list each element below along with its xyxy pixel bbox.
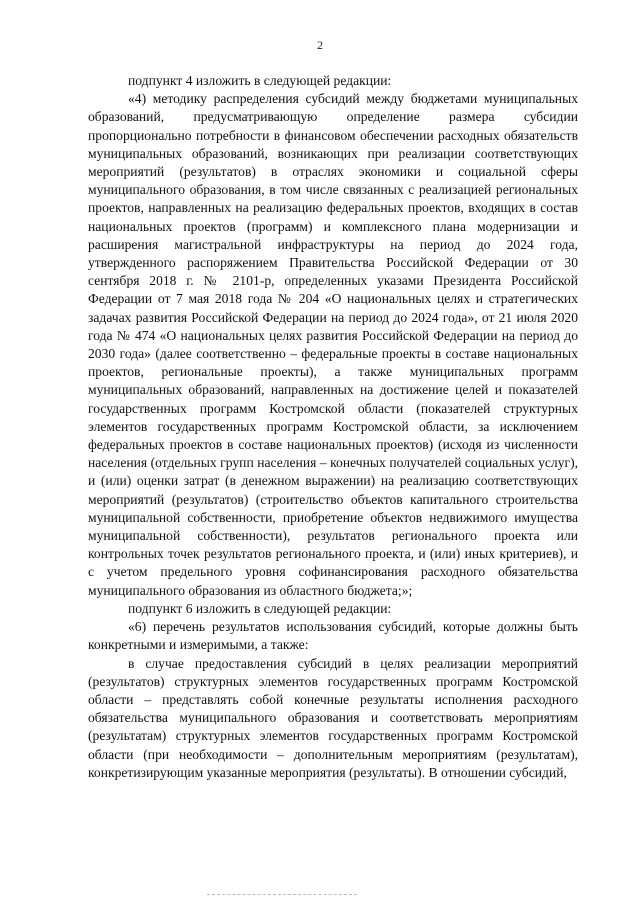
paragraph-subpoint-6-intro: подпункт 6 изложить в следующей редакции: bbox=[128, 600, 392, 616]
page-number: 2 bbox=[317, 38, 323, 52]
paragraph-subsidy-results: в случае предоставления субсидий в целях реализации мероприятий (результатов) структурных элементов государственных программ Костромской области – представлять собой конечные результаты исполнения расходного обязательства муниципального образования и соответствовать мероприятиям (результатам) структурных элементов государственных программ Костромской области (при необходимости – дополнительным мероприятиям (результатам), конкретизирующим указанные мероприятия (результаты). В отношении субсидий, bbox=[88, 655, 578, 780]
footer-scan-mark bbox=[207, 894, 357, 899]
document-body bbox=[88, 72, 578, 782]
paragraph-subpoint-4-intro: подпункт 4 изложить в следующей редакции: bbox=[128, 73, 392, 88]
paragraph-subpoint-4-text: «4) методику распределения субсидий между бюджетами муниципальных образований, предусматривающую определение размера субсидии пропорционально потребности в финансовом обеспечении расходных обязательств муниципальных образований, возникающих при реализации соответствующих мероприятий (результатов) в отраслях экономики и социальной сферы муниципального образования, в том числе связанных с реализацией региональных проектов, направленных на реализацию федеральных проектов, входящих в состав национальных проектов (программ) и комплексного плана модернизации и расширения магистральной инфраструктуры на период до 2024 года, утвержденного распоряжением Правительства Российской Федерации от 30 сентября 2018 г. № 2101-р, определенных указами Президента Российской Федерации от 7 мая 2018 года № 204 «О национальных целях и стратегических задачах развития Российской Федерации на период до 2024 года», от 21 июля 2020 года № 474 «О национальных целях развития Российской Федерации на период до 2030 года» (далее соответственно – федеральные проекты в составе национальных проектов, региональные проекты), а также муниципальных программ муниципальных образований, направленных на достижение целей и показателей государственных программ Костромской области (показателей структурных элементов государственных программ Костромской области, за исключением федеральных проектов в составе национальных проектов) (исходя из численности населения (отдельных групп населения – конечных получателей социальных услуг), и (или) оценки затрат (в денежном выражении) на реализацию соответствующих мероприятий (результатов) (строительство объектов капитального строительства муниципальной собственности, приобретение объектов недвижимого имущества муниципальной собственности), результатов регионального проекта или контрольных точек результатов регионального проекта, и (или) иных критериев), и с учетом предельного уровня софинансирования расходного обязательства муниципального образования из областного бюджета;»; bbox=[88, 91, 578, 598]
paragraph-subpoint-6-text: «6) перечень результатов использования субсидий, которые должны быть конкретными и измеримыми, а также: bbox=[88, 619, 578, 653]
